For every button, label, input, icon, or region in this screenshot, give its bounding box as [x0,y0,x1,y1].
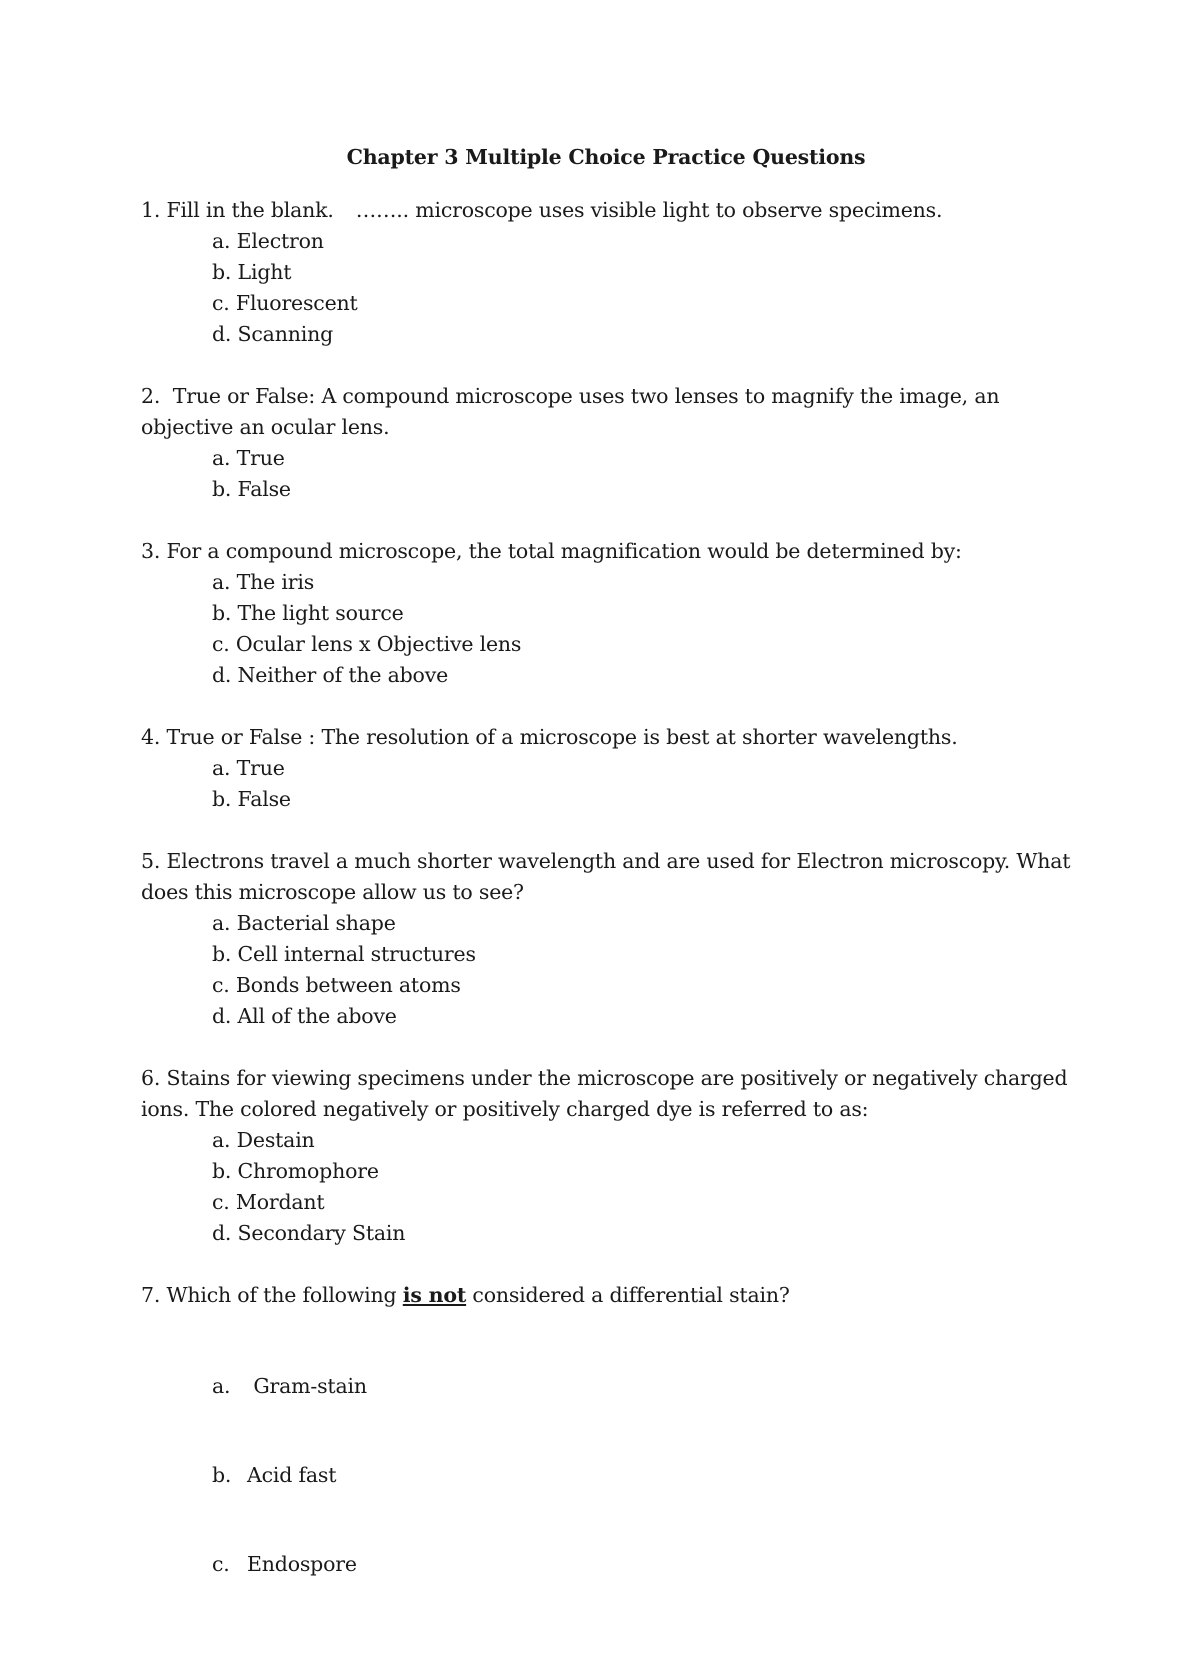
option-letter: b. [212,1463,232,1487]
question-prompt [141,195,1071,226]
question-prompt-part: 7. Which of the following [141,1283,403,1307]
answer-option: c. Mordant [212,1190,325,1214]
answer-options [141,1311,1071,1640]
answer-option: a. True [212,446,285,470]
question-prompt-part: 1. Fill in the blank. [141,198,334,222]
question-prompt: 3. For a compound microscope, the total magnification would be determined by: [141,539,962,563]
answer-option: d. Secondary Stain [212,1221,406,1245]
option-letter: c. [212,1552,230,1576]
answer-option: a. The iris [212,570,315,594]
question-1 [141,195,1071,350]
question-prompt [141,1280,1071,1311]
option-text: Endospore [247,1552,357,1576]
answer-option: b. The light source [212,601,404,625]
question-6 [141,1063,1071,1249]
option-letter: a. [212,1374,231,1398]
question-5 [141,846,1071,1032]
answer-option: d. Scanning [212,322,333,346]
question-3 [141,536,1071,691]
answer-option: b. Chromophore [212,1159,379,1183]
answer-option [212,1551,1071,1578]
option-text: Acid fast [247,1463,337,1487]
answer-options [141,908,1071,1032]
answer-option: c. Bonds between atoms [212,973,461,997]
option-text: Gram-stain [247,1374,367,1398]
answer-option [212,1462,1071,1489]
question-prompt: 6. Stains for viewing specimens under the microscope are positively or negatively charged ions. The colored negatively or positively charged dye is referred to as: [141,1066,1068,1121]
answer-option: d. Neither of the above [212,663,449,687]
answer-option: a. True [212,756,285,780]
question-prompt: 4. True or False : The resolution of a microscope is best at shorter wavelengths. [141,725,958,749]
question-prompt: 2. True or False: A compound microscope uses two lenses to magnify the image, an objective an ocular lens. [141,384,1006,439]
question-7 [141,1280,1071,1640]
answer-option: b. Cell internal structures [212,942,476,966]
answer-option: b. Light [212,260,292,284]
answer-options [141,226,1071,350]
question-4 [141,722,1071,815]
question-emphasis: is not [402,1283,467,1307]
answer-option: a. Destain [212,1128,315,1152]
answer-option: a. Bacterial shape [212,911,396,935]
question-prompt: 5. Electrons travel a much shorter wavelength and are used for Electron microscopy. What does this microscope allow us to see? [141,849,1071,904]
answer-options [141,1125,1071,1249]
answer-options [141,753,1071,815]
answer-option: c. Fluorescent [212,291,358,315]
question-prompt-part: considered a differential stain? [466,1283,790,1307]
question-2 [141,381,1071,505]
document-title: Chapter 3 Multiple Choice Practice Questions [346,145,866,169]
answer-option: c. Ocular lens x Objective lens [212,632,522,656]
question-prompt-part: …….. microscope uses visible light to observe specimens. [355,198,943,222]
answer-option: b. False [212,477,291,501]
answer-options [141,443,1071,505]
document-page [141,142,1071,1671]
answer-options [141,567,1071,691]
answer-option: a. Electron [212,229,324,253]
answer-option: b. False [212,787,291,811]
answer-option: d. All of the above [212,1004,397,1028]
answer-option [212,1373,1071,1400]
